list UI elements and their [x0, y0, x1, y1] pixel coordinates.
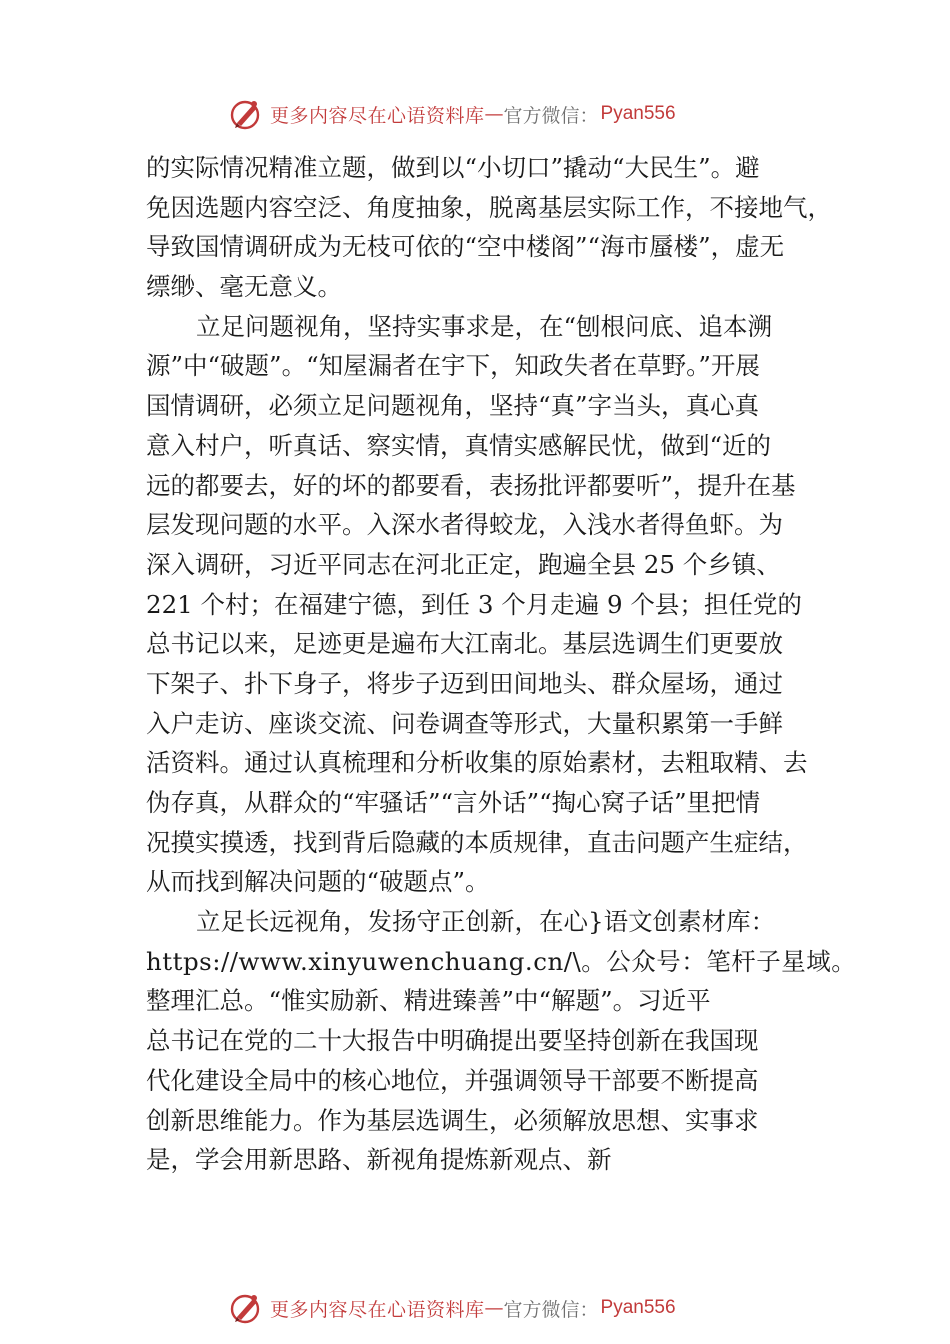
body-line: 总书记在党的二十大报告中明确提出要坚持创新在我国现: [146, 1026, 759, 1056]
body-line: 代化建设全局中的核心地位，并强调领导干部要不断提高: [146, 1065, 759, 1095]
body-line: 深入调研，习近平同志在河北正定，跑遍全县 25 个乡镇、: [146, 549, 781, 579]
footer-banner: [228, 1288, 748, 1328]
header-title: 更多内容尽在心语资料库: [270, 104, 485, 127]
body-line: 源”中“破题”。“知屋漏者在宇下，知政失者在草野。”开展: [146, 351, 760, 381]
body-line: 伪存真，从群众的“牢骚话”“言外话”“掏心窝子话”里把情: [146, 788, 761, 817]
header-wechat-label: 官方微信：: [503, 104, 599, 127]
body-line: 从而找到解决问题的“破题点”。: [146, 867, 490, 897]
body-line: 免因选题内容空泛、角度抽象，脱离基层实际工作，不接地气，: [146, 192, 832, 222]
paragraph-start-line: 立足问题视角，坚持实事求是，在“刨根问底、追本溯: [196, 311, 773, 341]
footer-dash: —: [484, 1297, 504, 1319]
body-line: 意入村户，听真话、察实情，真情实感解民忧，做到“近的: [146, 430, 772, 460]
footer-wechat-id: Pyan556: [600, 1297, 676, 1318]
body-line: 远的都要去，好的坏的都要看，表扬批评都要听”，提升在基: [146, 470, 796, 500]
document-body: [146, 148, 857, 1180]
body-line: 整理汇总。“惟实励新、精进臻善”中“解题”。习近平: [146, 986, 711, 1016]
body-line: 下架子、扑下身子，将步子迈到田间地头、群众屋场，通过: [146, 668, 783, 698]
footer-title: 更多内容尽在心语资料库: [270, 1298, 485, 1321]
header-dash: —: [484, 103, 504, 125]
body-line: 221 个村；在福建宁德，到任 3 个月走遍 9 个县；担任党的: [146, 589, 802, 619]
body-line: 的实际情况精准立题，做到以“小切口”撬动“大民生”。避: [146, 153, 760, 182]
pen-logo-icon: [228, 1290, 264, 1326]
body-line: 总书记以来，足迹更是遍布大江南北。基层选调生们更要放: [146, 629, 783, 659]
body-line: 国情调研，必须立足问题视角，坚持“真”字当头，真心真: [146, 391, 760, 421]
body-line: 导致国情调研成为无枝可依的“空中楼阁”“海市蜃楼”，虚无: [146, 232, 785, 262]
body-line: 层发现问题的水平。入深水者得蛟龙，入浅水者得鱼虾。为: [146, 510, 783, 540]
body-line: 是，学会用新思路、新视角提炼新观点、新: [146, 1145, 612, 1175]
header-banner: [228, 94, 748, 134]
url-line: https://www.xinyuwenchuang.cn/\。公众号：笔杆子星域。: [146, 946, 857, 976]
footer-wechat-label: 官方微信：: [503, 1298, 599, 1321]
body-line: 入户走访、座谈交流、问卷调查等形式，大量积累第一手鲜: [146, 708, 783, 738]
pen-logo-icon: [228, 96, 264, 132]
header-wechat-id: Pyan556: [600, 103, 676, 124]
body-line: 缥缈、毫无意义。: [146, 272, 342, 302]
body-line: 活资料。通过认真梳理和分析收集的原始素材，去粗取精、去: [146, 748, 808, 778]
body-line: 创新思维能力。作为基层选调生，必须解放思想、实事求: [146, 1105, 759, 1135]
paragraph-start-line: 立足长远视角，发扬守正创新，在心}语文创素材库：: [196, 907, 776, 937]
body-line: 况摸实摸透，找到背后隐藏的本质规律，直击问题产生症结，: [146, 827, 808, 857]
